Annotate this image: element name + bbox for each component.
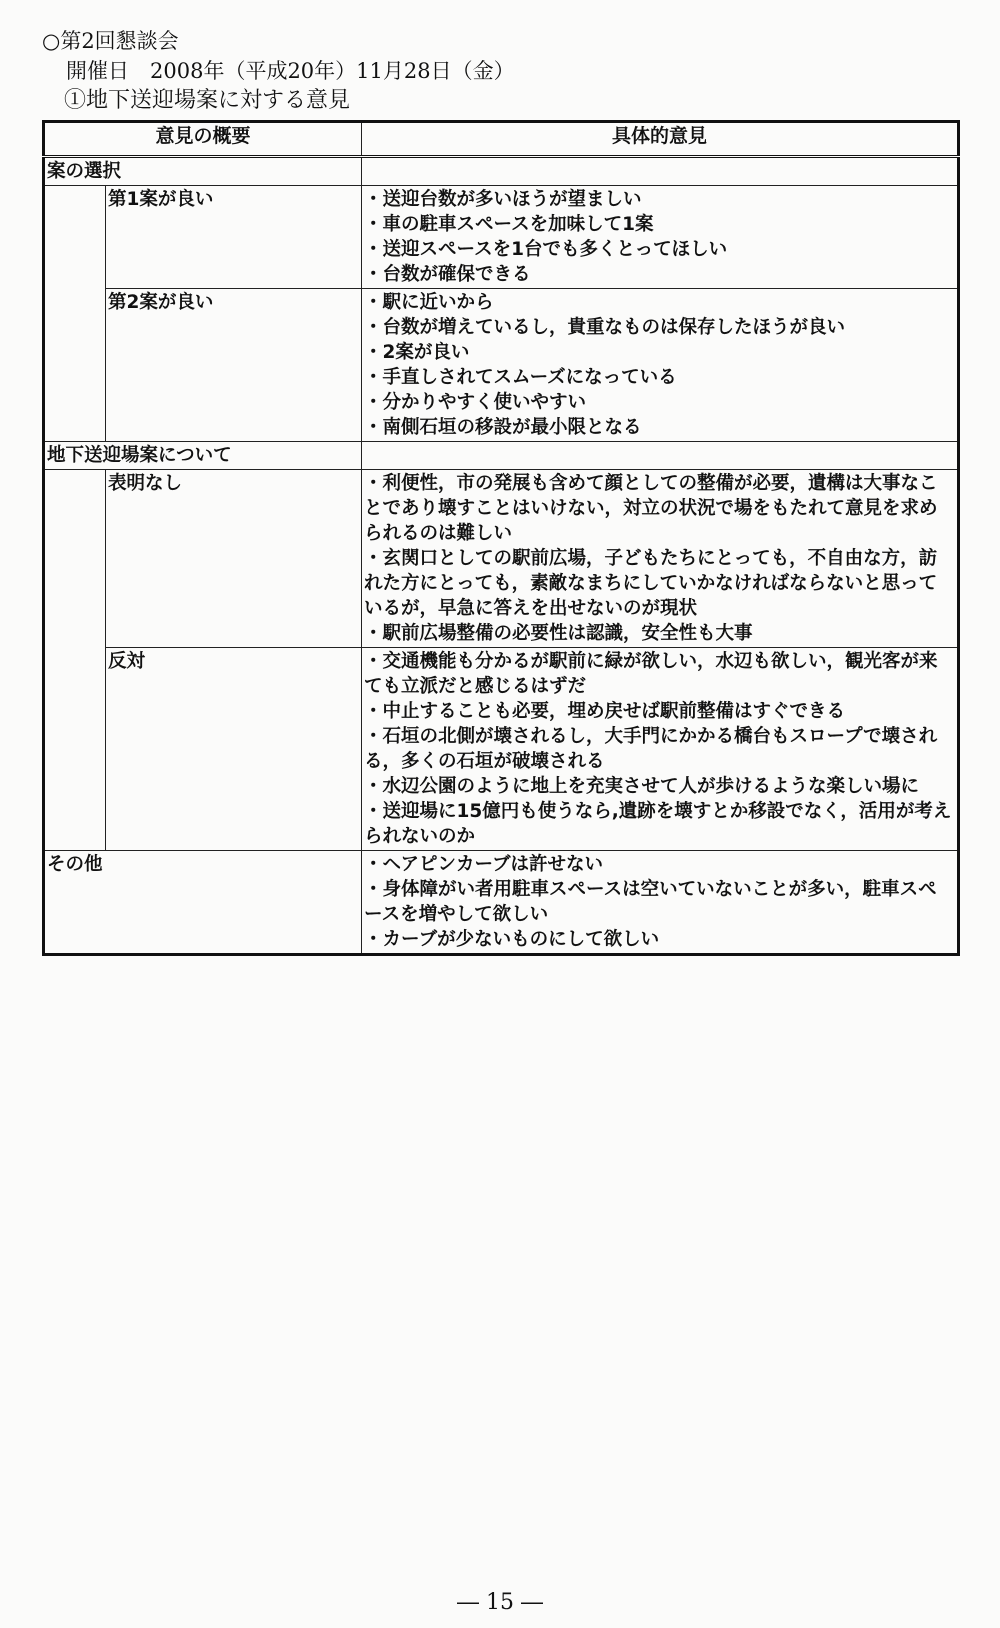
meeting-title: ○第2回懇談会 xyxy=(42,29,179,53)
list-item: ・交通機能も分かるが駅前に緑が欲しい，水辺も欲しい，観光客が来ても立派だと感じるはずだ xyxy=(364,651,938,697)
opinion-list xyxy=(362,851,959,955)
col-summary-header: 意見の概要 xyxy=(44,122,362,157)
list-item: ・車の駐車スペースを加味して1案 xyxy=(364,214,654,235)
list-item: ・石垣の北側が壊されるし，大手門にかかる橋台もスロープで壊される，多くの石垣が破壊される xyxy=(364,726,938,772)
list-item: ・駅に近いから xyxy=(364,292,494,313)
group-label: その他 xyxy=(44,851,362,955)
list-item: ・分かりやすく使いやすい xyxy=(364,392,587,413)
table-row xyxy=(44,186,959,289)
opinion-list xyxy=(362,289,959,442)
group-row-other xyxy=(44,851,959,955)
list-item: ・カーブが少ないものにして欲しい xyxy=(364,929,660,950)
list-item: ・送迎台数が多いほうが望ましい xyxy=(364,189,642,210)
table-row xyxy=(44,289,959,442)
table-row xyxy=(44,648,959,851)
opinion-table xyxy=(42,120,960,956)
page-number: ― 15 ― xyxy=(457,1590,543,1615)
sub-category: 反対 xyxy=(106,648,362,851)
list-item: ・台数が確保できる xyxy=(364,264,531,285)
col-detail-header: 具体的意見 xyxy=(362,122,959,157)
list-item: ・送迎スペースを1台でも多くとってほしい xyxy=(364,239,728,260)
list-item: ・南側石垣の移設が最小限となる xyxy=(364,417,642,438)
list-item: ・送迎場に15億円も使うなら,遺跡を壊すとか移設でなく，活用が考えられないのか xyxy=(364,801,952,847)
list-item: ・ヘアピンカーブは許せない xyxy=(364,854,604,875)
group-label: 地下送迎場案について xyxy=(44,442,362,470)
sub-category: 表明なし xyxy=(106,470,362,648)
list-item: ・中止することも必要，埋め戻せば駅前整備はすぐできる xyxy=(364,701,846,722)
opinion-list xyxy=(362,470,959,648)
opinion-list xyxy=(362,648,959,851)
list-item: ・玄関口としての駅前広場，子どもたちにとっても，不自由な方，訪れた方にとっても，素敵なまちにしていかなければならないと思っているが，早急に答えを出せないのが現状 xyxy=(364,548,938,619)
list-item: ・利便性，市の発展も含めて顔としての整備が必要，遺構は大事なことであり壊すことはいけない，対立の状況で場をもたれて意見を求められるのは難しい xyxy=(364,473,938,544)
opinion-list xyxy=(362,186,959,289)
sub-category: 第2案が良い xyxy=(106,289,362,442)
list-item: ・手直しされてスムーズになっている xyxy=(364,367,677,388)
table-row xyxy=(44,470,959,648)
group-row-plan-selection xyxy=(44,157,959,186)
list-item: ・駅前広場整備の必要性は認識，安全性も大事 xyxy=(364,623,753,644)
sub-category: 第1案が良い xyxy=(106,186,362,289)
list-item: ・台数が増えているし，貴重なものは保存したほうが良い xyxy=(364,317,846,338)
section-title: ①地下送迎場案に対する意見 xyxy=(64,88,351,113)
list-item: ・水辺公園のように地上を充実させて人が歩けるような楽しい場に xyxy=(364,776,920,797)
list-item: ・身体障がい者用駐車スペースは空いていないことが多い，駐車スペースを増やして欲しい xyxy=(364,879,937,925)
table-header-row xyxy=(44,122,959,157)
document-header xyxy=(42,26,515,116)
group-label: 案の選択 xyxy=(44,157,362,186)
meeting-date: 開催日 2008年（平成20年）11月28日（金） xyxy=(66,59,515,83)
list-item: ・2案が良い xyxy=(364,342,470,363)
group-row-underground xyxy=(44,442,959,470)
